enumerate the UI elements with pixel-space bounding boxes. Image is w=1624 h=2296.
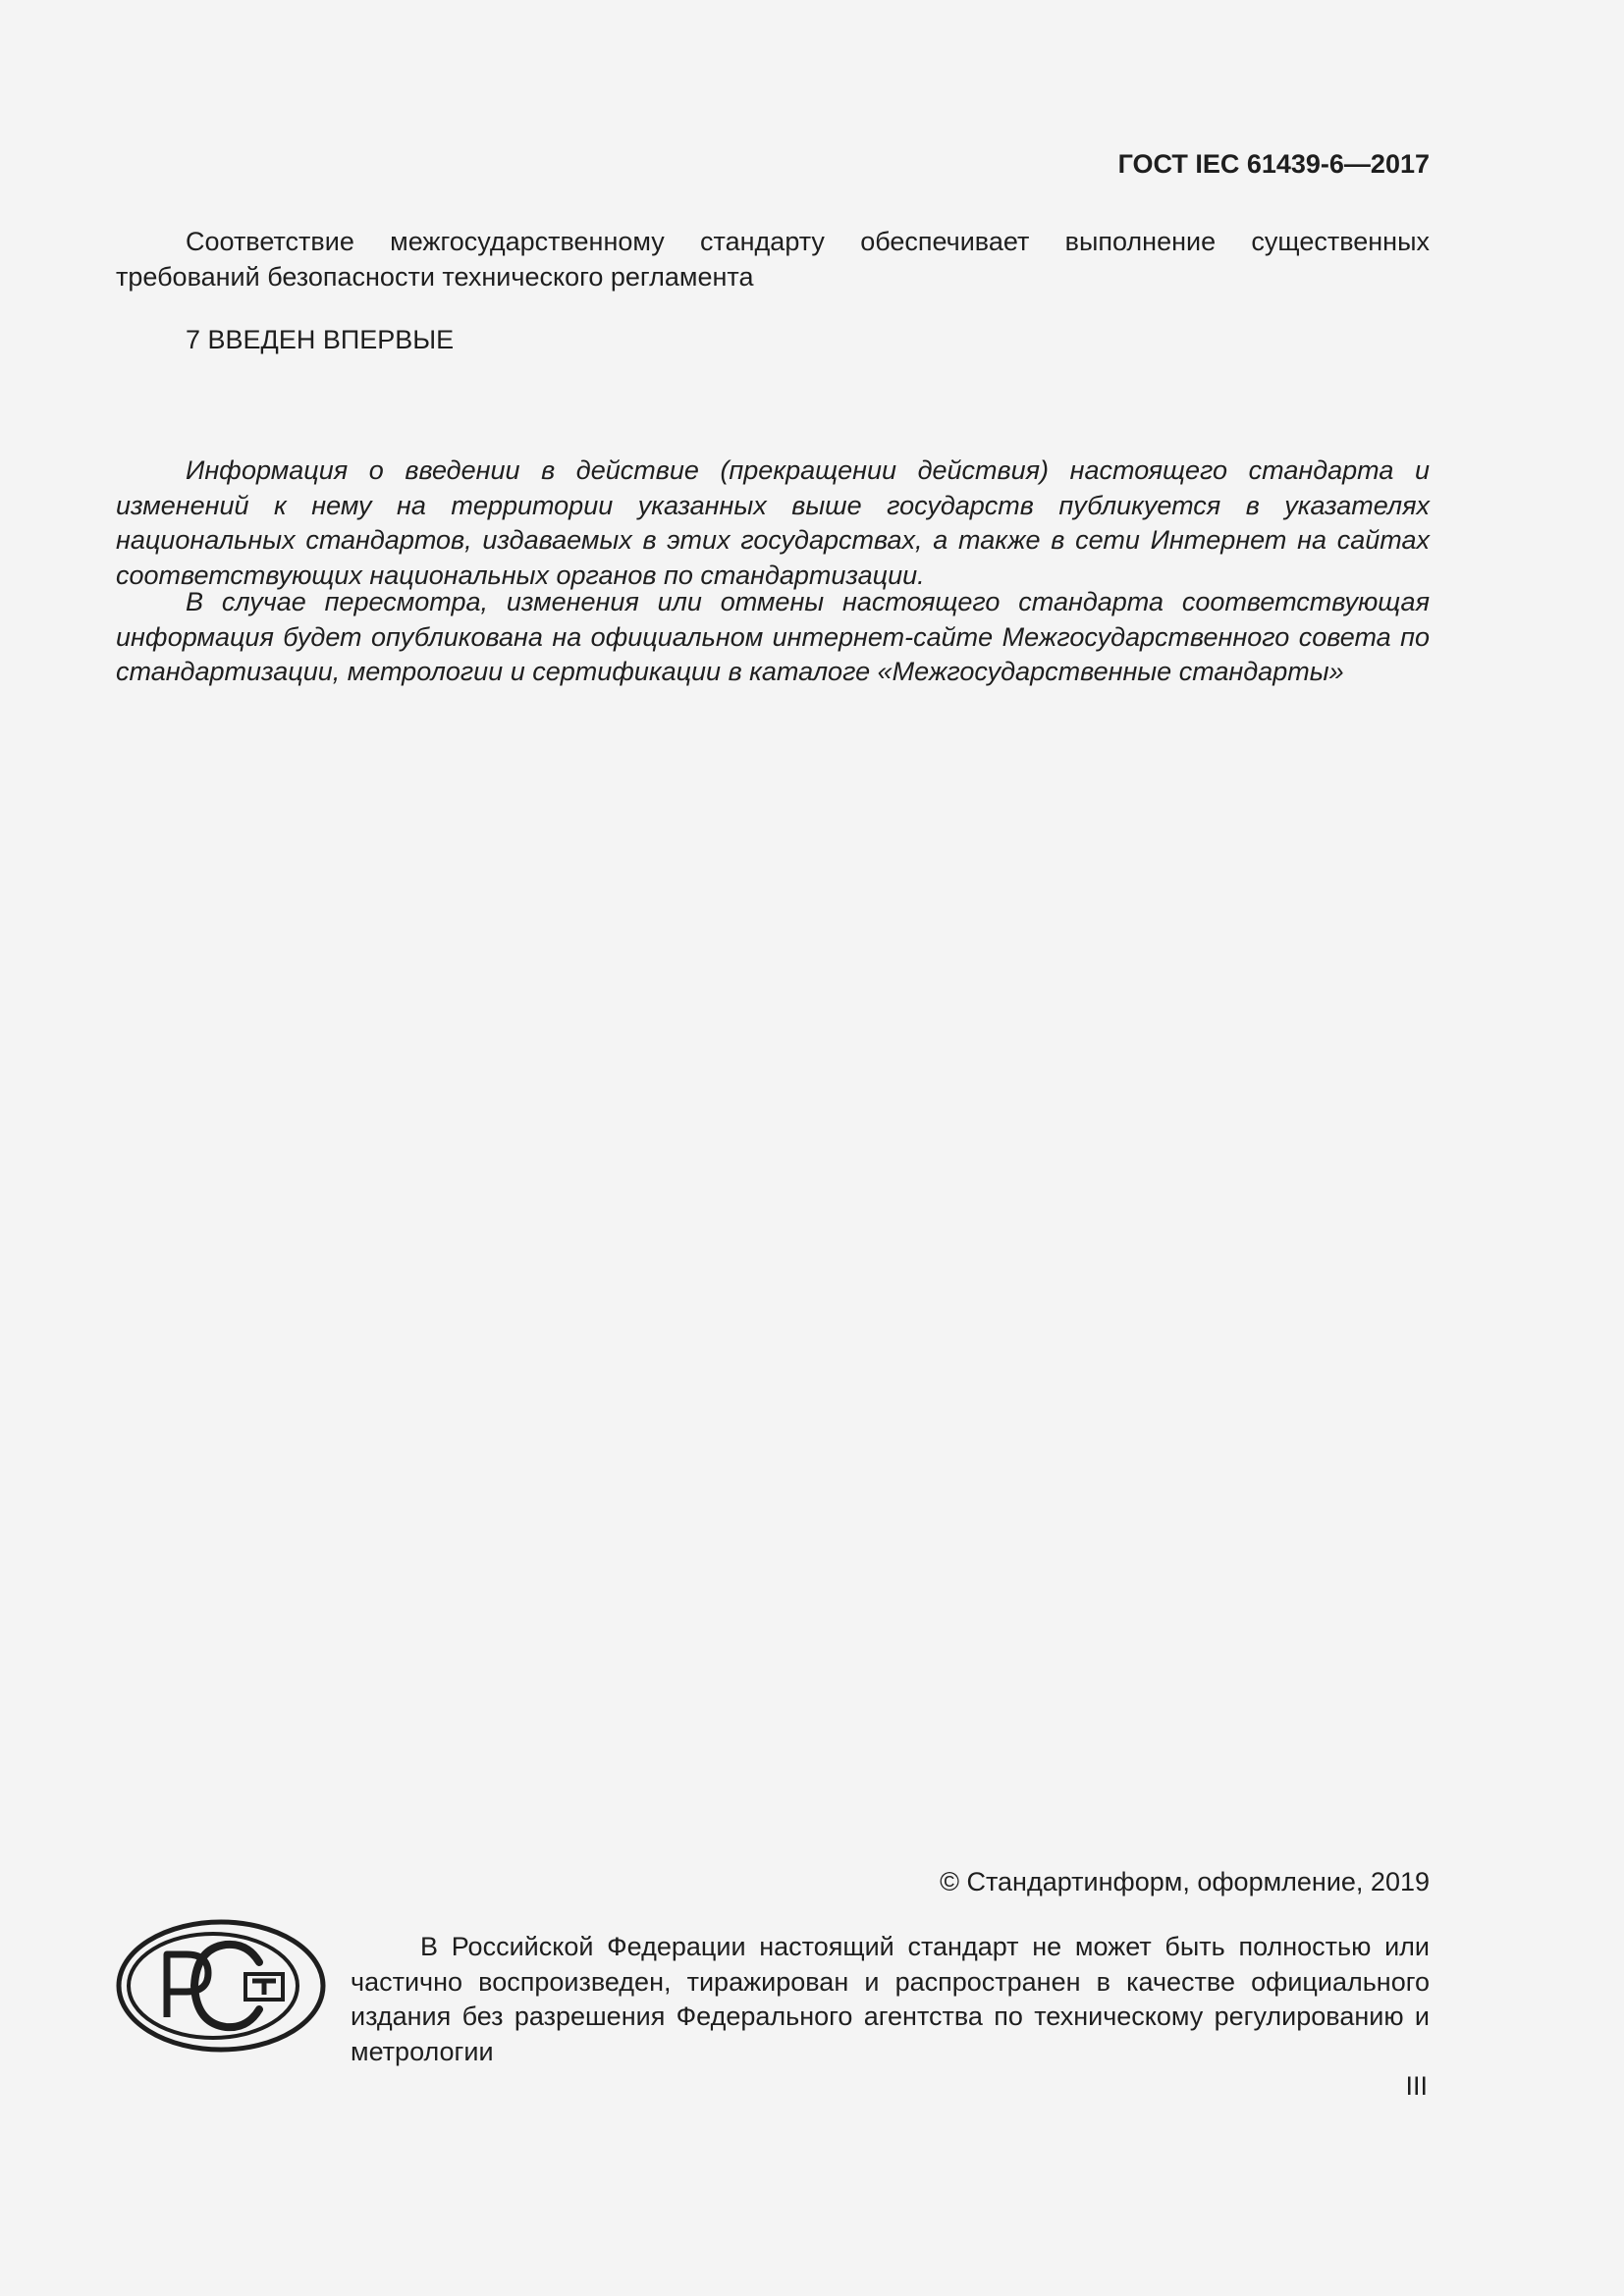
rst-certification-logo-icon	[116, 1919, 326, 2053]
publication-info-paragraph: Информация о введении в действие (прекращении действия) настоящего стандарта и изменений к нему на территории указанных выше государств публикуется в указателях национальных стандартов, издаваемых в этих государствах, а также в сети Интернет на сайтах соответствующих национальных органов по стандартизации.	[116, 455, 1430, 590]
copyright-notice: © Стандартинформ, оформление, 2019	[940, 1867, 1430, 1896]
rf-reproduction-notice: В Российской Федерации настоящий стандарт не может быть полностью или частично воспроизведен, тиражирован и распространен в качестве официального издания без разрешения Федерального агентства по техническому регулированию и метрологии	[351, 1932, 1430, 2066]
standard-designation: ГОСТ IEC 61439-6—2017	[1117, 149, 1430, 179]
compliance-paragraph: Соответствие межгосударственному стандарту обеспечивает выполнение существенных требований безопасности технического регламента	[116, 227, 1430, 292]
revision-info-paragraph: В случае пересмотра, изменения или отмены настоящего стандарта соответствующая информация будет опубликована на официальном интернет-сайте Межгосударственного совета по стандартизации, метрологии и сертификации в каталоге «Межгосударственные стандарты»	[116, 587, 1430, 686]
page-number: III	[1405, 2071, 1428, 2101]
introduced-paragraph: 7 ВВЕДЕН ВПЕРВЫЕ	[186, 325, 455, 354]
